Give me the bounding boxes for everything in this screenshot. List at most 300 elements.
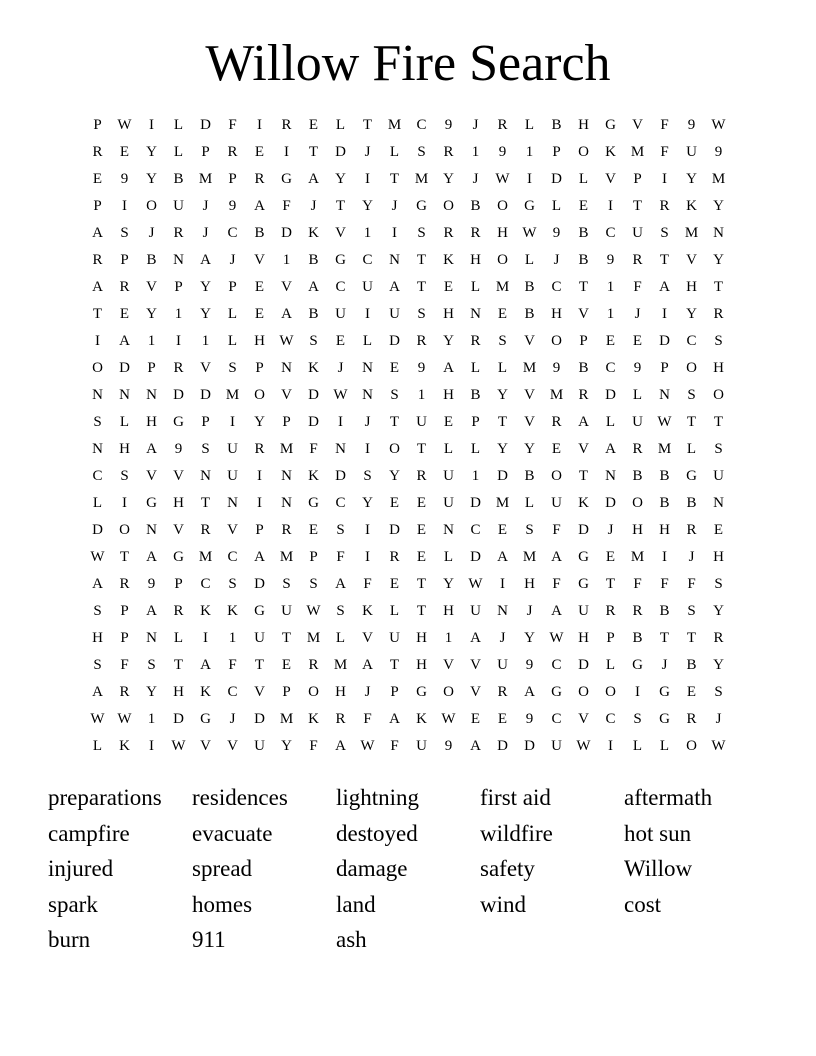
word-list-item: cost — [624, 891, 662, 917]
grid-cell: I — [608, 198, 613, 214]
grid-cell: W — [117, 117, 132, 133]
grid-cell: E — [308, 117, 319, 133]
grid-cell: M — [711, 171, 726, 187]
grid-cell: H — [497, 225, 508, 241]
grid-cell: V — [578, 441, 589, 457]
grid-cell: T — [632, 198, 643, 214]
grid-cell: W — [117, 711, 132, 727]
grid-row — [84, 220, 732, 247]
grid-cell: N — [146, 387, 157, 403]
grid-cell: U — [443, 468, 454, 484]
grid-cell: K — [308, 360, 319, 376]
word-list-item: evacuate — [192, 820, 273, 846]
grid-cell: I — [662, 306, 667, 322]
grid-cell: M — [279, 711, 294, 727]
grid-cell: E — [551, 441, 562, 457]
grid-cell: D — [389, 333, 400, 349]
grid-cell: B — [578, 225, 589, 241]
grid-cell: U — [281, 603, 292, 619]
grid-cell: O — [578, 684, 589, 700]
grid-cell: L — [470, 441, 481, 457]
grid-cell: E — [254, 279, 265, 295]
grid-row — [84, 517, 732, 544]
grid-cell: G — [200, 711, 211, 727]
grid-cell: S — [714, 576, 723, 592]
word-list-item: wildfire — [480, 820, 553, 846]
grid-cell: P — [147, 360, 156, 376]
grid-cell: I — [392, 225, 397, 241]
grid-cell: U — [551, 738, 562, 754]
grid-cell: P — [255, 360, 264, 376]
grid-cell: I — [257, 117, 262, 133]
grid-cell: J — [688, 549, 695, 565]
grid-cell: A — [389, 711, 400, 727]
grid-cell: 9 — [552, 360, 561, 376]
word-list-item: damage — [336, 856, 408, 881]
grid-row — [84, 247, 732, 274]
grid-cell: T — [416, 279, 427, 295]
grid-cell: H — [578, 117, 589, 133]
grid-cell: I — [338, 414, 343, 430]
grid-cell: N — [497, 603, 508, 619]
word-list-item: aftermath — [624, 785, 713, 810]
grid-cell: R — [497, 684, 508, 700]
grid-cell: R — [227, 144, 238, 160]
grid-cell: N — [713, 225, 724, 241]
grid-cell: T — [389, 414, 400, 430]
grid-cell: D — [659, 333, 670, 349]
grid-cell: R — [173, 360, 184, 376]
grid-cell: L — [443, 441, 454, 457]
grid-cell: T — [713, 414, 724, 430]
grid-cell: B — [551, 117, 562, 133]
grid-cell: I — [122, 495, 127, 511]
grid-row — [84, 301, 732, 328]
grid-cell: O — [551, 468, 562, 484]
grid-cell: J — [337, 360, 344, 376]
grid-cell: P — [390, 684, 399, 700]
grid-cell: W — [657, 414, 672, 430]
grid-cell: I — [149, 117, 154, 133]
grid-cell: K — [605, 144, 616, 160]
grid-cell: L — [173, 144, 184, 160]
grid-cell: H — [416, 657, 427, 673]
grid-row — [84, 598, 732, 625]
grid-cell: G — [524, 198, 535, 214]
grid-cell: M — [684, 225, 699, 241]
grid-cell: M — [630, 144, 645, 160]
grid-cell: D — [254, 711, 265, 727]
grid-cell: G — [254, 603, 265, 619]
grid-cell: W — [360, 738, 375, 754]
grid-cell: B — [308, 252, 319, 268]
grid-cell: C — [551, 711, 562, 727]
grid-cell: D — [308, 387, 319, 403]
grid-cell: L — [173, 117, 184, 133]
grid-cell: I — [95, 333, 100, 349]
grid-cell: I — [176, 333, 181, 349]
word-list-item: destoyed — [336, 820, 418, 846]
word-list-item: Willow — [624, 856, 693, 881]
grid-cell: U — [362, 279, 373, 295]
grid-cell: S — [714, 333, 723, 349]
grid-cell: T — [578, 468, 589, 484]
grid-cell: L — [227, 333, 238, 349]
grid-cell: W — [306, 603, 321, 619]
grid-cell: J — [202, 198, 209, 214]
grid-cell: L — [227, 306, 238, 322]
grid-cell: 9 — [174, 441, 183, 457]
grid-cell: A — [92, 279, 103, 295]
grid-cell: R — [443, 225, 454, 241]
grid-cell: R — [551, 414, 562, 430]
grid-cell: H — [470, 252, 481, 268]
grid-cell: L — [551, 198, 562, 214]
grid-cell: V — [254, 684, 265, 700]
grid-cell: S — [660, 225, 669, 241]
grid-cell: 9 — [687, 117, 696, 133]
grid-cell: C — [551, 279, 562, 295]
grid-cell: J — [472, 117, 479, 133]
grid-cell: P — [471, 414, 480, 430]
grid-cell: L — [92, 495, 103, 511]
grid-cell: 1 — [606, 279, 615, 295]
grid-cell: S — [390, 387, 399, 403]
grid-cell: T — [308, 144, 319, 160]
grid-cell: A — [362, 657, 373, 673]
grid-cell: C — [227, 684, 238, 700]
grid-cell: O — [119, 522, 130, 538]
grid-cell: O — [443, 198, 454, 214]
grid-cell: D — [605, 387, 616, 403]
grid-cell: E — [443, 279, 454, 295]
grid-cell: T — [416, 252, 427, 268]
grid-cell: A — [659, 279, 670, 295]
grid-cell: L — [605, 657, 616, 673]
grid-cell: S — [363, 468, 372, 484]
grid-cell: Y — [443, 576, 454, 592]
grid-cell: F — [660, 576, 669, 592]
grid-cell: A — [92, 225, 103, 241]
grid-cell: O — [389, 441, 400, 457]
word-list-item: first aid — [480, 785, 551, 810]
grid-cell: M — [495, 495, 510, 511]
grid-cell: P — [93, 117, 102, 133]
grid-row — [84, 193, 732, 220]
grid-cell: I — [635, 684, 640, 700]
grid-cell: A — [335, 576, 346, 592]
grid-cell: S — [336, 522, 345, 538]
grid-cell: I — [500, 576, 505, 592]
grid-cell: V — [524, 387, 535, 403]
word-list-item: residences — [192, 785, 288, 810]
grid-cell: V — [686, 252, 697, 268]
grid-cell: S — [633, 711, 642, 727]
grid-cell: V — [443, 657, 454, 673]
grid-cell: E — [254, 144, 265, 160]
grid-cell: B — [308, 306, 319, 322]
grid-cell: A — [281, 306, 292, 322]
grid-cell: D — [524, 738, 535, 754]
grid-cell: M — [387, 117, 402, 133]
grid-cell: N — [200, 468, 211, 484]
grid-cell: K — [200, 603, 211, 619]
grid-row — [84, 625, 732, 652]
grid-cell: J — [229, 711, 236, 727]
grid-cell: L — [92, 738, 103, 754]
grid-cell: V — [227, 738, 238, 754]
grid-cell: M — [495, 279, 510, 295]
grid-cell: Y — [497, 441, 508, 457]
grid-cell: F — [363, 576, 372, 592]
grid-row — [84, 490, 732, 517]
word-list-item: ash — [336, 927, 367, 952]
grid-row — [84, 382, 732, 409]
grid-cell: S — [228, 360, 237, 376]
grid-cell: E — [416, 495, 427, 511]
grid-cell: L — [524, 495, 535, 511]
grid-cell: R — [119, 576, 130, 592]
grid-cell: G — [632, 657, 643, 673]
grid-cell: J — [472, 171, 479, 187]
grid-cell: A — [443, 360, 454, 376]
grid-row — [84, 112, 732, 139]
grid-cell: P — [579, 333, 588, 349]
grid-cell: 1 — [282, 252, 291, 268]
grid-cell: L — [659, 738, 670, 754]
grid-cell: K — [308, 468, 319, 484]
grid-cell: C — [686, 333, 697, 349]
grid-cell: M — [522, 360, 537, 376]
grid-cell: B — [524, 279, 535, 295]
grid-cell: Y — [713, 252, 724, 268]
grid-cell: O — [443, 684, 454, 700]
grid-cell: B — [524, 306, 535, 322]
grid-cell: S — [93, 414, 102, 430]
grid-cell: N — [92, 387, 103, 403]
grid-cell: O — [632, 495, 643, 511]
grid-cell: H — [524, 576, 535, 592]
grid-cell: K — [362, 603, 373, 619]
grid-cell: C — [362, 252, 373, 268]
grid-cell: V — [254, 252, 265, 268]
grid-cell: G — [335, 252, 346, 268]
grid-cell: O — [605, 684, 616, 700]
grid-cell: A — [146, 549, 157, 565]
grid-cell: F — [390, 738, 399, 754]
grid-cell: V — [281, 387, 292, 403]
grid-cell: U — [416, 414, 427, 430]
grid-cell: U — [173, 198, 184, 214]
grid-cell: O — [686, 738, 697, 754]
grid-cell: T — [389, 657, 400, 673]
grid-cell: T — [578, 279, 589, 295]
grid-cell: F — [336, 549, 345, 565]
grid-cell: 1 — [147, 333, 156, 349]
grid-cell: V — [281, 279, 292, 295]
grid-cell: S — [417, 144, 426, 160]
grid-cell: M — [333, 657, 348, 673]
grid-cell: I — [662, 549, 667, 565]
grid-cell: C — [605, 711, 616, 727]
grid-cell: N — [443, 522, 454, 538]
grid-cell: A — [92, 684, 103, 700]
grid-cell: J — [661, 657, 668, 673]
grid-cell: V — [524, 333, 535, 349]
grid-cell: Y — [335, 171, 346, 187]
grid-cell: U — [497, 657, 508, 673]
grid-cell: B — [632, 630, 643, 646]
grid-cell: F — [309, 738, 318, 754]
grid-cell: W — [549, 630, 564, 646]
grid-cell: F — [228, 117, 237, 133]
grid-cell: E — [416, 549, 427, 565]
grid-cell: 1 — [201, 333, 210, 349]
grid-cell: P — [228, 279, 237, 295]
grid-cell: N — [605, 468, 616, 484]
grid-cell: S — [201, 441, 210, 457]
grid-cell: T — [686, 414, 697, 430]
word-list — [48, 780, 768, 958]
grid-cell: A — [497, 549, 508, 565]
grid-row — [84, 679, 732, 706]
grid-cell: D — [551, 171, 562, 187]
grid-cell: A — [524, 684, 535, 700]
grid-cell: N — [92, 441, 103, 457]
grid-cell: S — [120, 225, 129, 241]
grid-cell: R — [470, 225, 481, 241]
grid-cell: C — [416, 117, 427, 133]
grid-cell: R — [713, 630, 724, 646]
grid-cell: Y — [362, 198, 373, 214]
grid-cell: G — [551, 684, 562, 700]
grid-cell: E — [308, 522, 319, 538]
grid-cell: 1 — [147, 711, 156, 727]
grid-cell: E — [713, 522, 724, 538]
grid-cell: Y — [389, 468, 400, 484]
grid-cell: 1 — [228, 630, 237, 646]
grid-cell: L — [335, 117, 346, 133]
letter-grid — [84, 112, 732, 760]
grid-cell: O — [497, 252, 508, 268]
grid-cell: E — [497, 711, 508, 727]
grid-cell: D — [254, 576, 265, 592]
grid-cell: P — [120, 252, 129, 268]
grid-cell: H — [416, 630, 427, 646]
grid-cell: F — [660, 144, 669, 160]
grid-cell: 1 — [417, 387, 426, 403]
grid-cell: N — [173, 252, 184, 268]
grid-cell: R — [119, 684, 130, 700]
grid-cell: K — [200, 684, 211, 700]
grid-cell: F — [309, 441, 318, 457]
grid-cell: G — [416, 198, 427, 214]
grid-cell: 9 — [714, 144, 723, 160]
grid-cell: N — [713, 495, 724, 511]
grid-cell: Y — [281, 738, 292, 754]
grid-cell: C — [335, 495, 346, 511]
grid-cell: O — [578, 144, 589, 160]
grid-cell: R — [173, 225, 184, 241]
grid-cell: H — [119, 441, 130, 457]
grid-cell: G — [578, 576, 589, 592]
grid-cell: B — [470, 387, 481, 403]
grid-cell: T — [335, 198, 346, 214]
grid-cell: I — [203, 630, 208, 646]
grid-cell: N — [146, 522, 157, 538]
grid-cell: B — [524, 468, 535, 484]
grid-cell: G — [281, 171, 292, 187]
grid-cell: V — [524, 414, 535, 430]
grid-cell: P — [309, 549, 318, 565]
grid-cell: E — [497, 306, 508, 322]
grid-cell: U — [389, 630, 400, 646]
grid-cell: G — [605, 117, 616, 133]
grid-cell: L — [173, 630, 184, 646]
word-list-item: spark — [48, 891, 98, 917]
grid-cell: P — [228, 171, 237, 187]
grid-cell: N — [281, 360, 292, 376]
grid-cell: P — [282, 684, 291, 700]
word-list-item: homes — [192, 891, 253, 917]
grid-cell: U — [551, 495, 562, 511]
grid-cell: 1 — [471, 468, 480, 484]
grid-cell: J — [310, 198, 317, 214]
grid-cell: N — [659, 387, 670, 403]
grid-cell: P — [660, 360, 669, 376]
grid-row — [84, 328, 732, 355]
grid-cell: I — [365, 441, 370, 457]
grid-cell: F — [687, 576, 696, 592]
grid-cell: R — [443, 144, 454, 160]
grid-cell: P — [174, 576, 183, 592]
grid-cell: K — [578, 495, 589, 511]
grid-cell: Y — [686, 171, 697, 187]
grid-cell: P — [552, 144, 561, 160]
grid-cell: S — [417, 225, 426, 241]
grid-cell: 9 — [120, 171, 129, 187]
grid-cell: Y — [443, 171, 454, 187]
grid-cell: S — [714, 684, 723, 700]
grid-cell: R — [578, 387, 589, 403]
grid-cell: 9 — [633, 360, 642, 376]
grid-cell: G — [659, 684, 670, 700]
grid-cell: G — [686, 468, 697, 484]
grid-cell: V — [362, 630, 373, 646]
grid-cell: M — [279, 441, 294, 457]
word-list-item: burn — [48, 927, 91, 952]
grid-cell: P — [201, 144, 210, 160]
grid-cell: E — [92, 171, 103, 187]
grid-cell: N — [335, 441, 346, 457]
grid-cell: T — [659, 252, 670, 268]
grid-cell: C — [605, 360, 616, 376]
grid-cell: J — [553, 252, 560, 268]
grid-cell: B — [470, 198, 481, 214]
grid-cell: P — [201, 414, 210, 430]
grid-cell: W — [171, 738, 186, 754]
grid-cell: K — [119, 738, 130, 754]
grid-cell: 1 — [471, 144, 480, 160]
grid-cell: W — [333, 387, 348, 403]
grid-cell: H — [443, 387, 454, 403]
grid-cell: I — [365, 171, 370, 187]
grid-cell: G — [173, 414, 184, 430]
grid-cell: J — [202, 225, 209, 241]
grid-cell: S — [147, 657, 156, 673]
grid-cell: Y — [713, 198, 724, 214]
grid-cell: Y — [146, 306, 157, 322]
